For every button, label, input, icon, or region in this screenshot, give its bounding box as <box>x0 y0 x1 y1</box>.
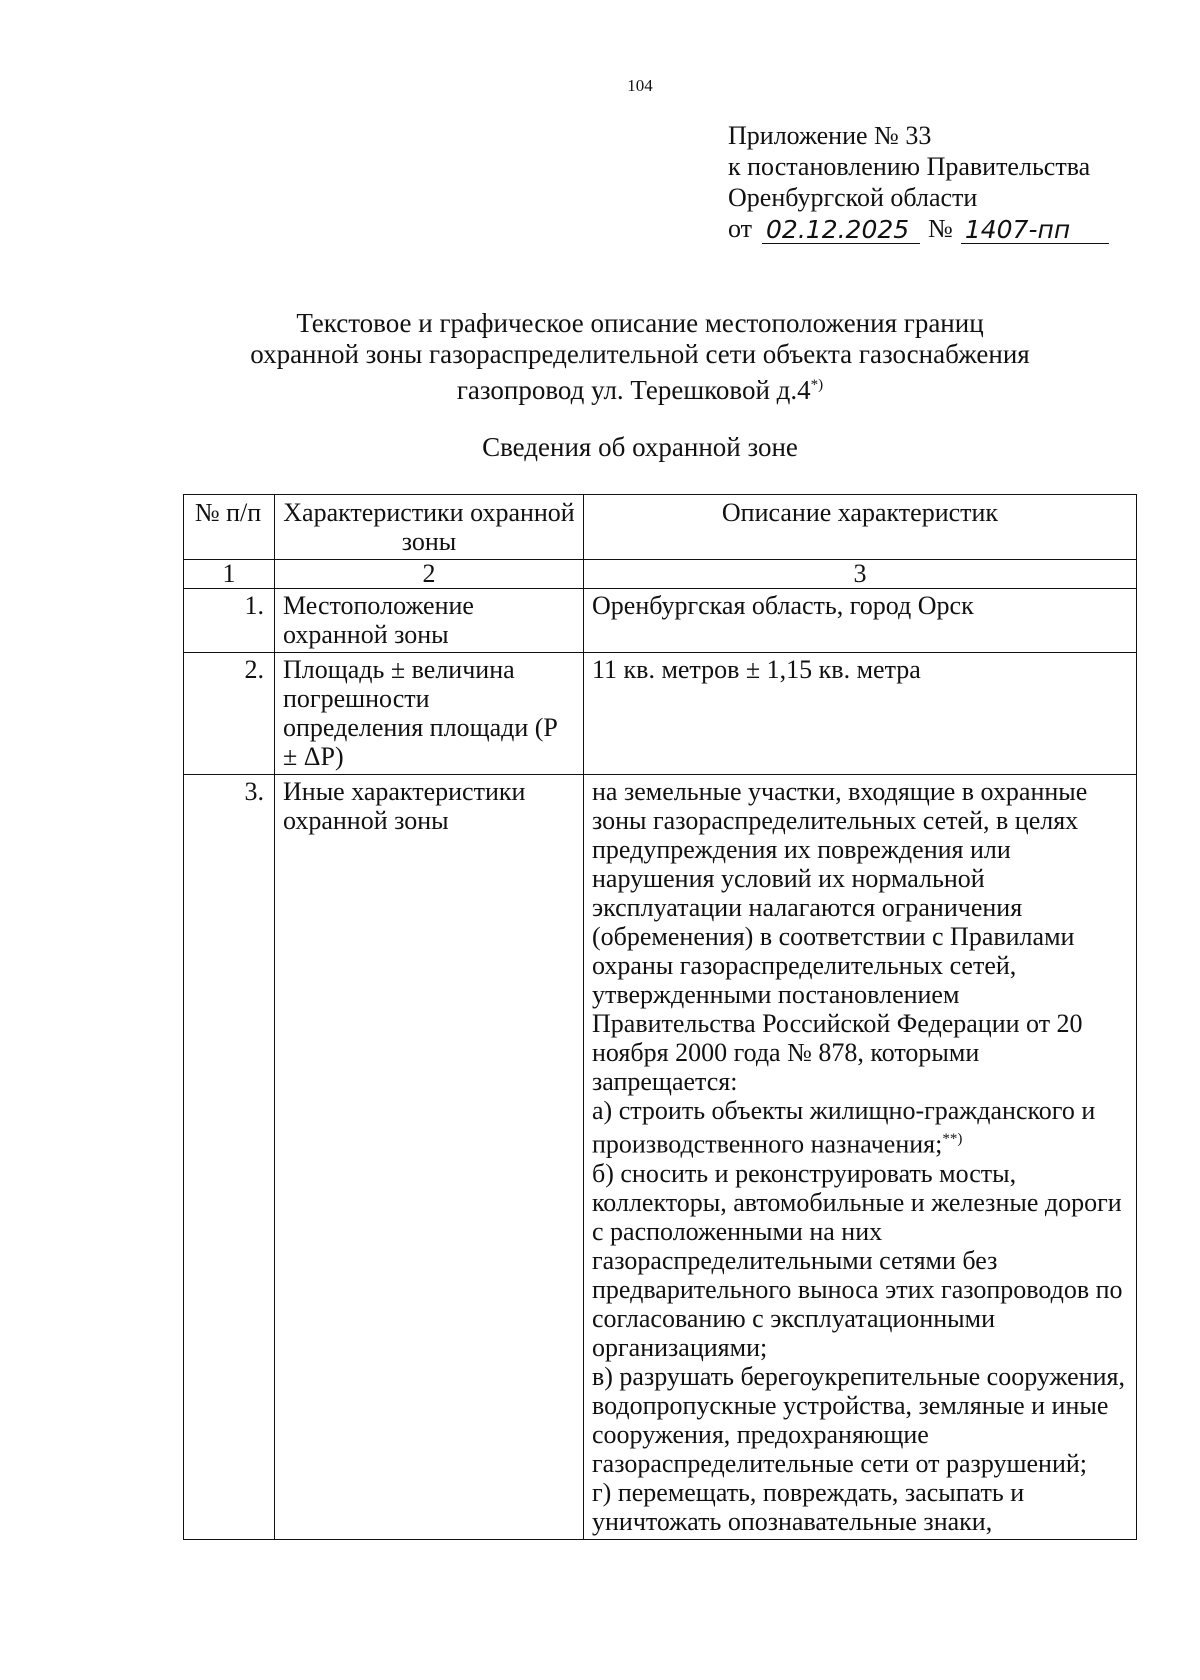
row-number: 2. <box>184 653 275 775</box>
appendix-date-number-line <box>728 213 1109 244</box>
table-header-row <box>184 495 1137 560</box>
restriction-item-a-footnote-mark: **) <box>942 1131 963 1147</box>
handwritten-number: 1407-пп <box>961 216 1109 244</box>
handwritten-date: 02.12.2025 <box>762 216 920 244</box>
header-description: Описание характеристик <box>584 495 1137 560</box>
restriction-item-a <box>592 1096 1128 1159</box>
restriction-item-a-text: а) строить объекты жилищно-гражданского и производственного назначения; <box>592 1096 1096 1159</box>
number-label: № <box>928 214 953 243</box>
document-title <box>140 308 1140 406</box>
title-line-1: Текстовое и графическое описание местоположения границ <box>296 308 984 338</box>
title-line-2: охранной зоны газораспределительной сети объекта газоснабжения <box>250 339 1030 369</box>
from-label: от <box>728 214 753 243</box>
column-number-row <box>184 560 1137 589</box>
column-number-1: 1 <box>184 560 275 589</box>
row-number: 3. <box>184 775 275 1540</box>
row-description <box>584 775 1137 1540</box>
appendix-reference: к постановлению Правительства <box>728 152 1091 181</box>
column-number-2: 2 <box>275 560 584 589</box>
appendix-title: Приложение № 33 <box>728 121 932 150</box>
table-row <box>184 589 1137 653</box>
table-row <box>184 775 1137 1540</box>
page-number: 104 <box>627 76 653 95</box>
row-characteristic: Площадь ± величина погрешности определения площади (Р ± ΔР) <box>275 653 584 775</box>
header-characteristic: Характеристики охранной зоны <box>275 495 584 560</box>
restrictions-intro: на земельные участки, входящие в охранные зоны газораспределительных сетей, в целях предупреждения их повреждения или нарушения условий их нормальной эксплуатации налагаются ограничения (обременения) в соответствии с Правилами охраны газораспределительных сетей, утвержденными постановлением Правительства Российской Федерации от 20 ноября 2000 года № 878, которыми запрещается: <box>592 777 1088 1096</box>
section-subtitle: Сведения об охранной зоне <box>482 432 798 462</box>
protection-zone-table <box>183 494 1137 1540</box>
appendix-region: Оренбургской области <box>728 183 978 212</box>
row-description: Оренбургская область, город Орск <box>584 589 1137 653</box>
title-line-3-text: газопровод ул. Терешковой д.4 <box>456 375 811 405</box>
appendix-block <box>728 120 1109 244</box>
row-description: 11 кв. метров ± 1,15 кв. метра <box>584 653 1137 775</box>
row-characteristic: Иные характеристики охранной зоны <box>275 775 584 1540</box>
restriction-item-v: в) разрушать берегоукрепительные сооружения, водопропускные устройства, земляные и иные сооружения, предохраняющие газораспределительные сети от разрушений; <box>592 1361 1125 1478</box>
title-line-3 <box>140 370 1140 406</box>
restriction-item-b: б) сносить и реконструировать мосты, коллекторы, автомобильные и железные дороги с расположенными на них газораспределительными сетями без предварительного выноса этих газопроводов по согласованию с эксплуатационными организациями; <box>592 1158 1123 1362</box>
title-footnote-mark: *) <box>810 377 824 393</box>
header-number: № п/п <box>184 495 275 560</box>
table-row <box>184 653 1137 775</box>
row-characteristic: Местоположение охранной зоны <box>275 589 584 653</box>
row-number: 1. <box>184 589 275 653</box>
restriction-item-g: г) перемещать, повреждать, засыпать и уничтожать опознавательные знаки, <box>592 1477 1025 1536</box>
column-number-3: 3 <box>584 560 1137 589</box>
